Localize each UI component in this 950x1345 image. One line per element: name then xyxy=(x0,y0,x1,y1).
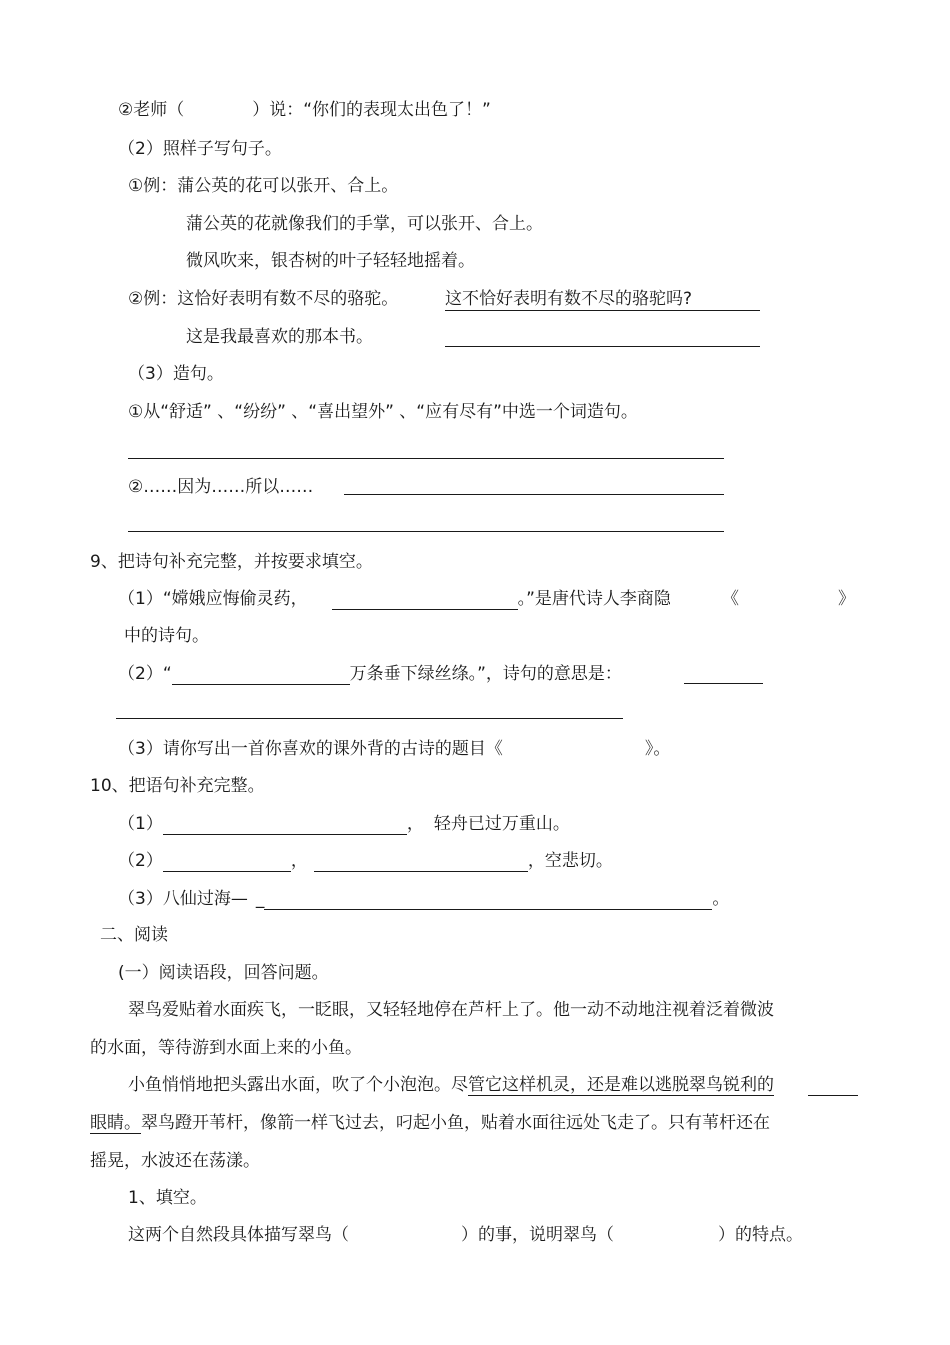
q9-part2-meaning-line-2[interactable] xyxy=(116,718,623,719)
teacher-suffix: ）说：“你们的表现太出色了！” xyxy=(252,100,491,120)
q3-item2: ②……因为……所以…… xyxy=(128,477,314,497)
reading-q1-text-b: ）的事，说明翠鸟（ xyxy=(461,1225,614,1245)
q10-part3-blank[interactable] xyxy=(264,891,712,910)
q9-part1 xyxy=(118,588,671,610)
q2-title: （2）照样子写句子。 xyxy=(118,139,282,159)
reading-q1-text-c: ）的特点。 xyxy=(718,1225,803,1245)
q10-title: 10、把语句补充完整。 xyxy=(90,776,265,796)
q9-part3-end: 》。 xyxy=(644,739,671,759)
reading-q1 xyxy=(128,1224,803,1246)
q10-part3-underscore: _ xyxy=(255,889,265,909)
reading-para1-line1: 翠鸟爱贴着水面疾飞，一眨眼，又轻轻地停在芦杆上了。他一动不动地注视着泛着微波 xyxy=(128,1000,774,1020)
q10-part1-blank[interactable] xyxy=(163,816,407,835)
q10-part2-text: ，空悲切。 xyxy=(527,851,613,871)
q10-part1-text: 轻舟已过万重山。 xyxy=(433,814,570,834)
reading-para2-line2-text: 翠鸟蹬开苇杆，像箭一样飞过去，叼起小鱼，贴着水面往远处飞走了。只有苇杆还在 xyxy=(141,1113,770,1133)
q3-title: （3）造句。 xyxy=(128,364,224,384)
q2-example2-label: ②例：这恰好表明有数不尽的骆驼。 xyxy=(128,289,399,309)
q2-example1-answer: 蒲公英的花就像我们的手掌，可以张开、合上。 xyxy=(186,214,543,234)
q10-part2 xyxy=(118,850,613,872)
reading-para2-underline-ext xyxy=(808,1095,858,1096)
teacher-prefix: ②老师（ xyxy=(118,100,185,120)
reading-q1-title: 1、填空。 xyxy=(128,1188,207,1208)
q2-example2-answer[interactable]: 这不恰好表明有数不尽的骆驼吗? xyxy=(445,288,760,311)
reading-para2-line1 xyxy=(128,1074,774,1096)
q9-book-open: 《 xyxy=(722,589,739,609)
q2-example2-task: 这是我最喜欢的那本书。 xyxy=(186,327,373,347)
q9-book-close: 》 xyxy=(838,589,855,609)
q10-part2-label: （2） xyxy=(118,851,163,871)
reading-para2-underlined-2: 眼睛。 xyxy=(90,1113,141,1133)
reading-para2-line3: 摇晃，水波还在荡漾。 xyxy=(90,1151,260,1171)
q10-part3 xyxy=(118,888,729,910)
q2-answer-line[interactable] xyxy=(445,346,760,347)
q10-part2-blank2[interactable] xyxy=(314,853,528,872)
reading-para2-line2 xyxy=(90,1112,770,1134)
q9-part1-blank[interactable] xyxy=(332,591,518,610)
q3-item1-answer-line[interactable] xyxy=(128,458,724,459)
q9-part3-text: （3）请你写出一首你喜欢的课外背的古诗的题目《 xyxy=(118,739,503,759)
q9-part1-end: 中的诗句。 xyxy=(124,626,209,646)
q9-part2-text-b: 万条垂下绿丝绦。”，诗句的意思是： xyxy=(349,664,622,684)
q10-part1-comma: ， xyxy=(406,814,424,834)
q9-part1-text-b: 。”是唐代诗人李商隐 xyxy=(517,589,671,609)
q9-part2-meaning-line[interactable] xyxy=(684,683,763,684)
teacher-question xyxy=(118,99,491,121)
q10-part1 xyxy=(118,813,570,835)
reading-para2-underlined: 管它这样机灵，还是难以逃脱翠鸟锐利的 xyxy=(468,1075,774,1095)
reading-section-title: 二、阅读 xyxy=(100,925,168,945)
q9-part3 xyxy=(118,738,670,760)
reading-para1-line2: 的水面，等待游到水面上来的小鱼。 xyxy=(90,1038,362,1058)
reading-para2-line1-text: 小鱼悄悄地把头露出水面，吹了个小泡泡。尽 xyxy=(128,1075,468,1095)
q10-part2-blank1[interactable] xyxy=(163,853,291,872)
q3-item2-answer-line[interactable] xyxy=(344,494,724,495)
reading-subtitle: (一）阅读语段，回答问题。 xyxy=(118,963,329,983)
q9-title: 9、把诗句补充完整，并按要求填空。 xyxy=(90,552,373,572)
q10-part1-label: （1） xyxy=(118,814,163,834)
q3-item2-answer-line-2[interactable] xyxy=(128,531,724,532)
q9-part2-text: （2）“ xyxy=(118,664,172,684)
q10-part2-comma: ， xyxy=(290,851,308,871)
q2-example1-task: 微风吹来，银杏树的叶子轻轻地摇着。 xyxy=(186,251,475,271)
q2-example1-label: ①例：蒲公英的花可以张开、合上。 xyxy=(128,176,399,196)
q9-part1-text: （1）“嫦娥应悔偷灵药， xyxy=(118,589,308,609)
q3-item1: ①从“舒适” 、“纷纷” 、“喜出望外” 、“应有尽有”中选一个词造句。 xyxy=(128,402,638,422)
q9-part2 xyxy=(118,663,622,685)
q9-part2-blank[interactable] xyxy=(172,666,350,685)
q10-part3-text: （3）八仙过海— xyxy=(118,889,248,909)
q10-part3-end: 。 xyxy=(712,889,730,909)
reading-q1-text-a: 这两个自然段具体描写翠鸟（ xyxy=(128,1225,349,1245)
